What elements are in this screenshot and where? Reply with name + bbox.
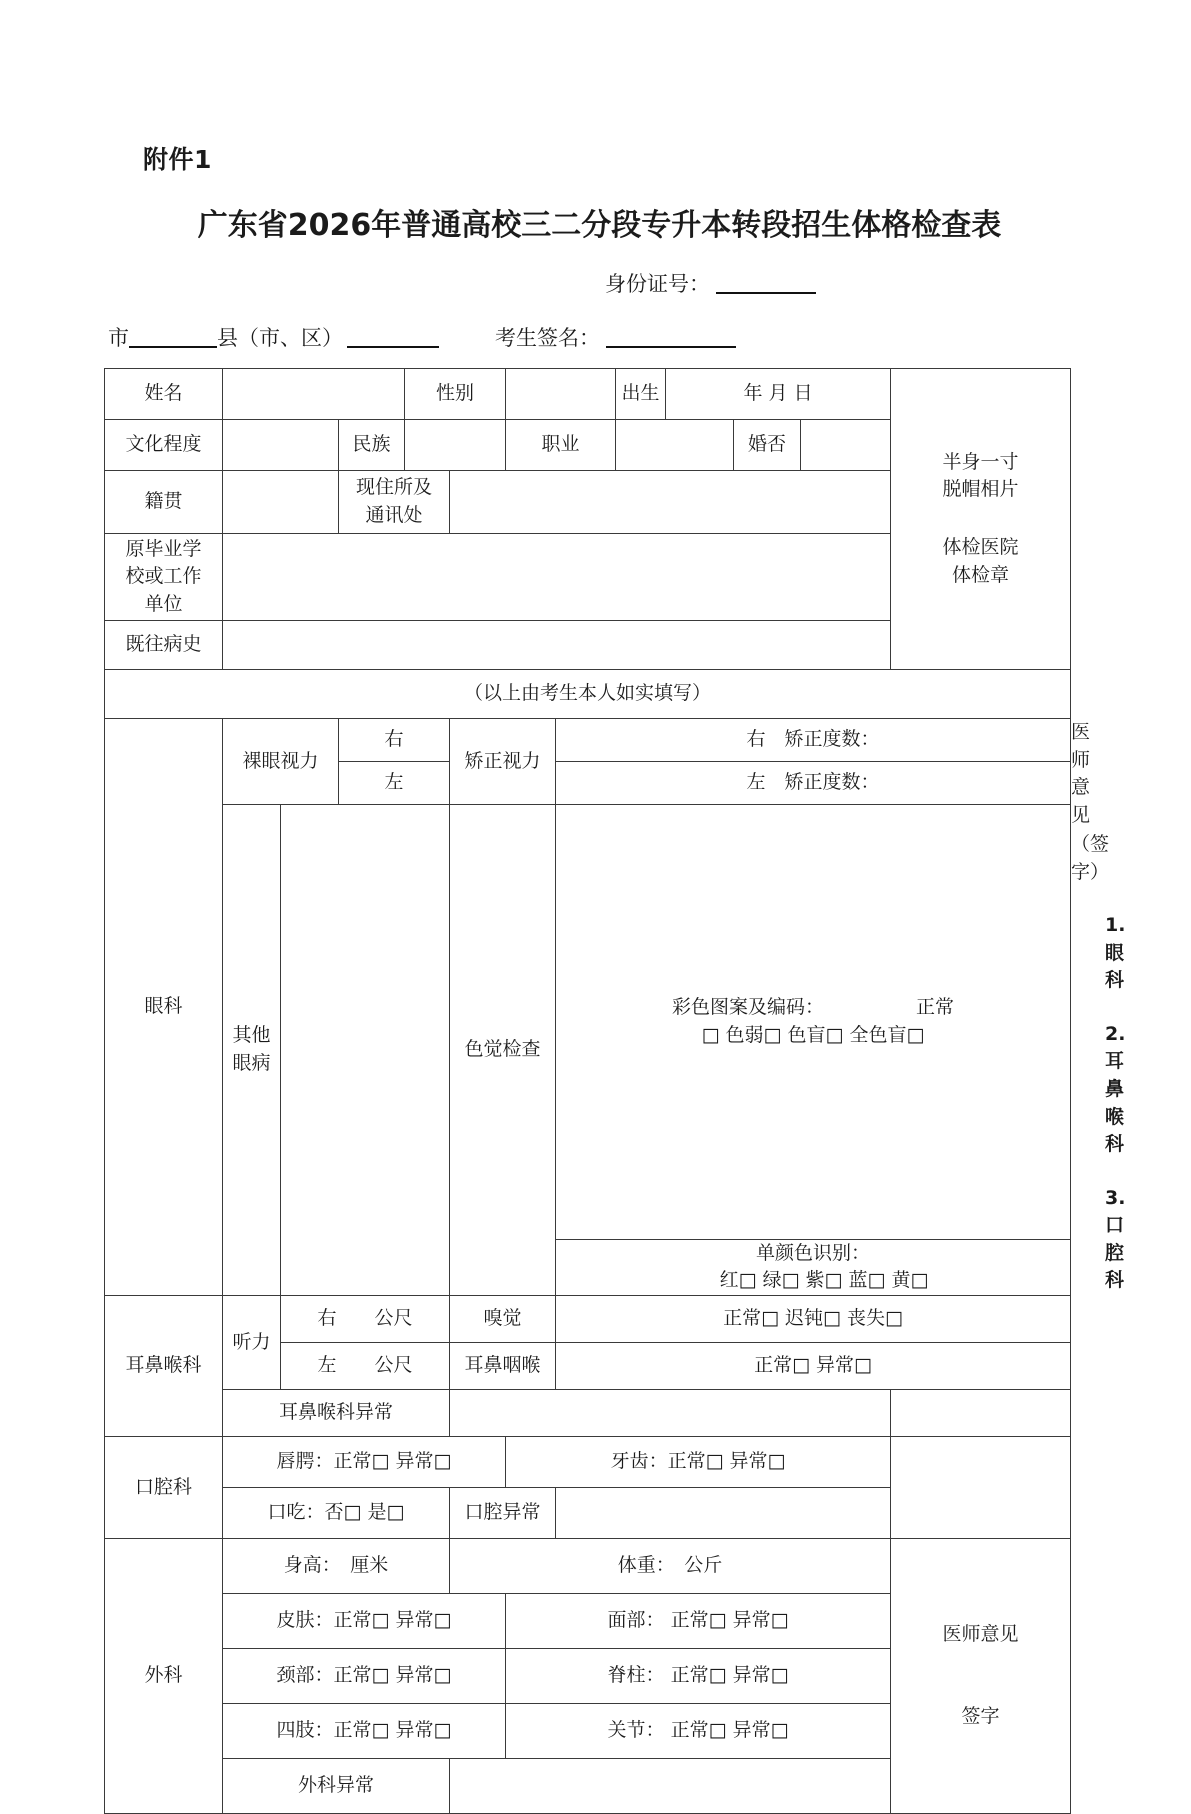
marital-input-cell[interactable] [801,420,891,471]
lip-palate-options[interactable]: 唇腭：正常□ 异常□ [223,1436,506,1487]
table-row-color-pattern [105,805,1071,1240]
birth-label: 出生 [616,369,666,420]
attachment-label: 附件1 [143,145,212,174]
other-eye-disease-line-2: 眼病 [232,1051,271,1074]
other-eye-disease-input-cell[interactable] [281,805,450,1296]
id-number-label: 身份证号： [605,272,710,296]
oral-section-label: 口腔科 [105,1436,223,1538]
mono-color-cell[interactable] [556,1239,1071,1295]
hospital-stamp-line-1: 体检医院 [942,536,1019,558]
county-label: 县（市、区） [217,326,343,350]
color-vision-options[interactable]: □ 色弱□ 色盲□ 全色盲□ [701,1023,925,1046]
gender-label: 性别 [405,369,506,420]
spine-options[interactable]: 脊柱： 正常□ 异常□ [506,1648,891,1703]
signature-label: 考生签名： [495,326,600,350]
city-blank[interactable] [129,346,217,348]
teeth-options[interactable]: 牙齿：正常□ 异常□ [506,1436,891,1487]
name-label: 姓名 [105,369,223,420]
medical-exam-table [104,368,1144,1814]
photo-line-2: 脱帽相片 [942,478,1019,501]
doctor-opinion-bottom-cell [891,1538,1071,1813]
school-label-line-1: 原毕业学 [125,537,202,560]
joints-options[interactable]: 关节： 正常□ 异常□ [506,1703,891,1758]
oral-abnormal-label: 口腔异常 [450,1487,556,1538]
table-row-name [105,369,1071,420]
height-field[interactable]: 身高： 厘米 [223,1538,450,1593]
school-label [105,534,223,621]
ethnicity-input-cell[interactable] [405,420,506,471]
corrected-right-label[interactable]: 右 矫正度数： [556,719,1071,762]
face-options[interactable]: 面部： 正常□ 异常□ [506,1593,891,1648]
table-row-surgery-measure [105,1538,1071,1593]
other-eye-disease-label [223,805,281,1296]
id-number-line [605,268,816,298]
corrected-vision-label: 矫正视力 [450,719,556,805]
color-pattern-normal-label: 正常 [916,996,955,1019]
school-input-cell[interactable] [223,534,891,621]
naked-vision-left-label[interactable]: 左 [339,762,450,805]
self-fill-note: （以上由考生本人如实填写） [105,670,1071,719]
mono-color-options[interactable]: 红□ 绿□ 紫□ 蓝□ 黄□ [719,1269,929,1292]
table-row-oral-1 [105,1436,1071,1487]
table-row-note [105,670,1071,719]
naked-vision-right-label[interactable]: 右 [339,719,450,762]
limbs-options[interactable]: 四肢：正常□ 异常□ [223,1703,506,1758]
doctor-opinion-item-ent: 2.耳鼻喉科 [1105,1022,1126,1156]
ethnicity-label: 民族 [339,420,405,471]
native-place-label: 籍贯 [105,471,223,534]
medical-exam-table-wrapper [104,368,1144,1814]
county-blank[interactable] [347,346,439,348]
eye-section-label: 眼科 [105,719,223,1296]
surgery-section-label: 外科 [105,1538,223,1813]
gender-input-cell[interactable] [506,369,616,420]
naked-vision-label: 裸眼视力 [223,719,339,805]
school-label-line-2: 校或工作 [125,565,202,588]
address-label-line-2: 通讯处 [365,504,423,526]
address-label-line-1: 现住所及 [356,476,433,499]
mono-color-label: 单颜色识别： [756,1241,871,1264]
table-row-ent-abnormal [105,1389,1071,1436]
address-label [339,471,450,534]
color-vision-label: 色觉检查 [450,805,556,1296]
neck-options[interactable]: 颈部：正常□ 异常□ [223,1648,506,1703]
surgery-abnormal-input-cell[interactable] [450,1758,891,1813]
ent-throat-options[interactable]: 正常□ 异常□ [556,1342,1071,1389]
ent-throat-label: 耳鼻咽喉 [450,1342,556,1389]
city-county-signature-line [108,322,736,352]
occupation-label: 职业 [506,420,616,471]
hearing-label: 听力 [223,1295,281,1389]
native-place-input-cell[interactable] [223,471,339,534]
weight-field[interactable]: 体重： 公斤 [450,1538,891,1593]
page-title: 广东省2026年普通高校三二分段专升本转段招生体格检查表 [197,208,1002,243]
address-input-cell[interactable] [450,471,891,534]
table-row-ent-right [105,1295,1071,1342]
corrected-left-label[interactable]: 左 矫正度数： [556,762,1071,805]
skin-options[interactable]: 皮肤：正常□ 异常□ [223,1593,506,1648]
color-pattern-cell[interactable] [556,805,1071,1240]
city-label: 市 [108,326,129,350]
ent-section-label: 耳鼻喉科 [105,1295,223,1436]
name-input-cell[interactable] [223,369,405,420]
stutter-options[interactable]: 口吃：否□ 是□ [223,1487,450,1538]
doctor-opinion-item-oral: 3.口腔科 [1105,1186,1126,1292]
doctor-opinion-item-eye: 1.眼 科 [1105,914,1144,992]
marital-label: 婚否 [734,420,801,471]
smell-options[interactable]: 正常□ 迟钝□ 丧失□ [556,1295,1071,1342]
id-number-blank[interactable] [716,292,816,294]
other-eye-disease-line-1: 其他 [232,1024,271,1047]
education-label: 文化程度 [105,420,223,471]
ent-abnormal-input-cell[interactable] [450,1389,891,1436]
color-pattern-label: 彩色图案及编码： [672,996,825,1019]
birth-input-cell[interactable]: 年 月 日 [666,369,891,420]
doctor-opinion-bottom-sign: 签字 [961,1704,1000,1727]
oral-abnormal-input-cell[interactable] [556,1487,891,1538]
doctor-opinion-bottom-title: 医师意见 [942,1623,1019,1646]
signature-blank[interactable] [606,346,736,348]
surgery-abnormal-label: 外科异常 [223,1758,450,1813]
table-row-eye-right: 眼科 裸眼视力 右 矫正视力 右 矫正度数： 医师意见 （签字） 1.眼 科 2.耳鼻喉科 3.口腔科 [105,719,1071,762]
smell-label: 嗅觉 [450,1295,556,1342]
hospital-stamp-line-2: 体检章 [952,563,1010,586]
photo-line-1: 半身一寸 [942,450,1019,473]
history-label: 既往病史 [105,621,223,670]
photo-stamp-cell [891,369,1071,670]
school-label-line-3: 单位 [144,592,183,615]
ent-abnormal-label: 耳鼻喉科异常 [223,1389,450,1436]
hearing-left-cell[interactable]: 左 公尺 [281,1342,450,1389]
occupation-input-cell[interactable] [616,420,734,471]
doctor-opinion-top-spacer-2 [891,1436,1071,1538]
hearing-right-cell[interactable]: 右 公尺 [281,1295,450,1342]
history-input-cell[interactable] [223,621,891,670]
education-input-cell[interactable] [223,420,339,471]
